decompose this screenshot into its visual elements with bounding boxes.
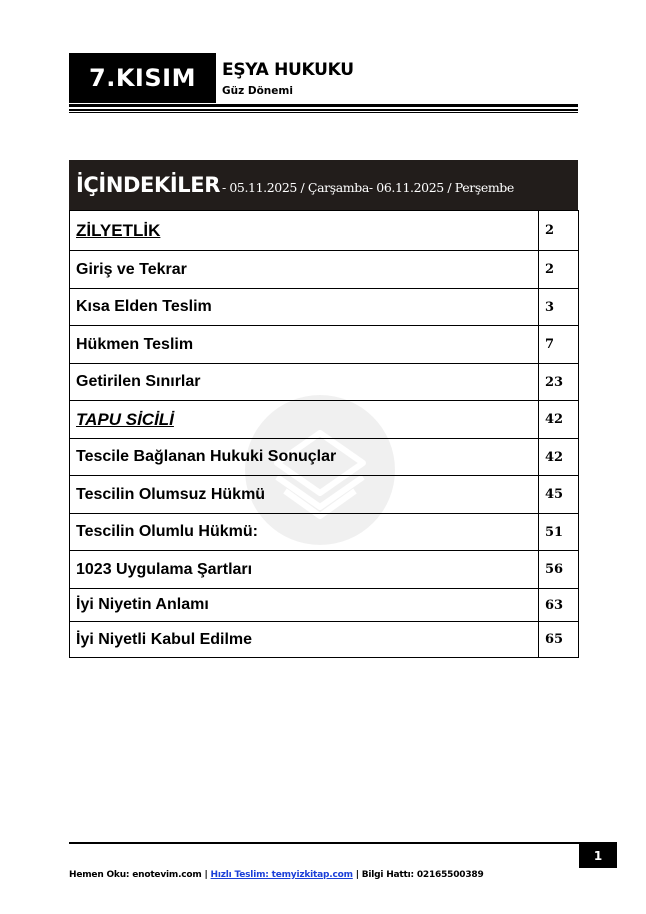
toc-entry-title[interactable]: TAPU SİCİLİ xyxy=(70,401,539,439)
toc-entry-page: 63 xyxy=(539,589,579,622)
toc-row[interactable] xyxy=(70,551,579,589)
toc-entry-page: 7 xyxy=(539,326,579,364)
header-rule xyxy=(69,104,578,107)
toc-entry-page: 42 xyxy=(539,401,579,439)
toc-row[interactable] xyxy=(70,439,579,476)
toc-row[interactable] xyxy=(70,326,579,364)
toc-entry-title[interactable]: Kısa Elden Teslim xyxy=(70,289,539,326)
toc-entry-title[interactable]: ZİLYETLİK xyxy=(70,211,539,251)
semester-label: Güz Dönemi xyxy=(222,85,293,97)
toc-entry-page: 2 xyxy=(539,251,579,289)
toc-row[interactable] xyxy=(70,476,579,514)
toc-entry-page: 56 xyxy=(539,551,579,589)
toc-row[interactable] xyxy=(70,589,579,622)
toc-entry-title[interactable]: Hükmen Teslim xyxy=(70,326,539,364)
toc-row[interactable] xyxy=(70,401,579,439)
toc-title: İÇİNDEKİLER xyxy=(76,173,220,197)
toc-entry-title[interactable]: Giriş ve Tekrar xyxy=(70,251,539,289)
toc-entry-page: 2 xyxy=(539,211,579,251)
header-rule xyxy=(69,112,578,113)
toc-dates: - 05.11.2025 / Çarşamba- 06.11.2025 / Perşembe xyxy=(221,179,514,195)
toc-entry-page: 3 xyxy=(539,289,579,326)
part-label: 7.KISIM xyxy=(69,53,216,103)
toc-entry-page: 23 xyxy=(539,364,579,401)
footer-info-line: | Bilgi Hattı: 02165500389 xyxy=(355,870,484,880)
toc-table xyxy=(69,210,579,658)
toc-entry-title[interactable]: İyi Niyetin Anlamı xyxy=(70,589,539,622)
footer-text xyxy=(69,870,484,880)
toc-row[interactable] xyxy=(70,622,579,658)
toc-entry-title[interactable]: Tescile Bağlanan Hukuki Sonuçlar xyxy=(70,439,539,476)
toc-row[interactable] xyxy=(70,364,579,401)
toc-row[interactable] xyxy=(70,211,579,251)
toc-entry-title[interactable]: Getirilen Sınırlar xyxy=(70,364,539,401)
toc-row[interactable] xyxy=(70,251,579,289)
toc-row[interactable] xyxy=(70,514,579,551)
toc-row[interactable] xyxy=(70,289,579,326)
course-title: EŞYA HUKUKU xyxy=(222,60,354,80)
footer-fast-delivery-link[interactable]: Hızlı Teslim: temyizkitap.com xyxy=(210,870,353,880)
toc-entry-title[interactable]: İyi Niyetli Kabul Edilme xyxy=(70,622,539,658)
footer-rule xyxy=(69,842,617,844)
toc-entry-page: 45 xyxy=(539,476,579,514)
toc-entry-title[interactable]: Tescilin Olumsuz Hükmü xyxy=(70,476,539,514)
toc-entry-title[interactable]: Tescilin Olumlu Hükmü: xyxy=(70,514,539,551)
toc-entry-page: 65 xyxy=(539,622,579,658)
footer-read-prefix: Hemen Oku: enotevim.com | xyxy=(69,870,208,880)
page-number: 1 xyxy=(579,843,617,868)
toc-entry-title[interactable]: 1023 Uygulama Şartları xyxy=(70,551,539,589)
toc-entry-page: 42 xyxy=(539,439,579,476)
toc-banner xyxy=(69,160,578,210)
header-rule xyxy=(69,109,578,111)
toc-entry-page: 51 xyxy=(539,514,579,551)
